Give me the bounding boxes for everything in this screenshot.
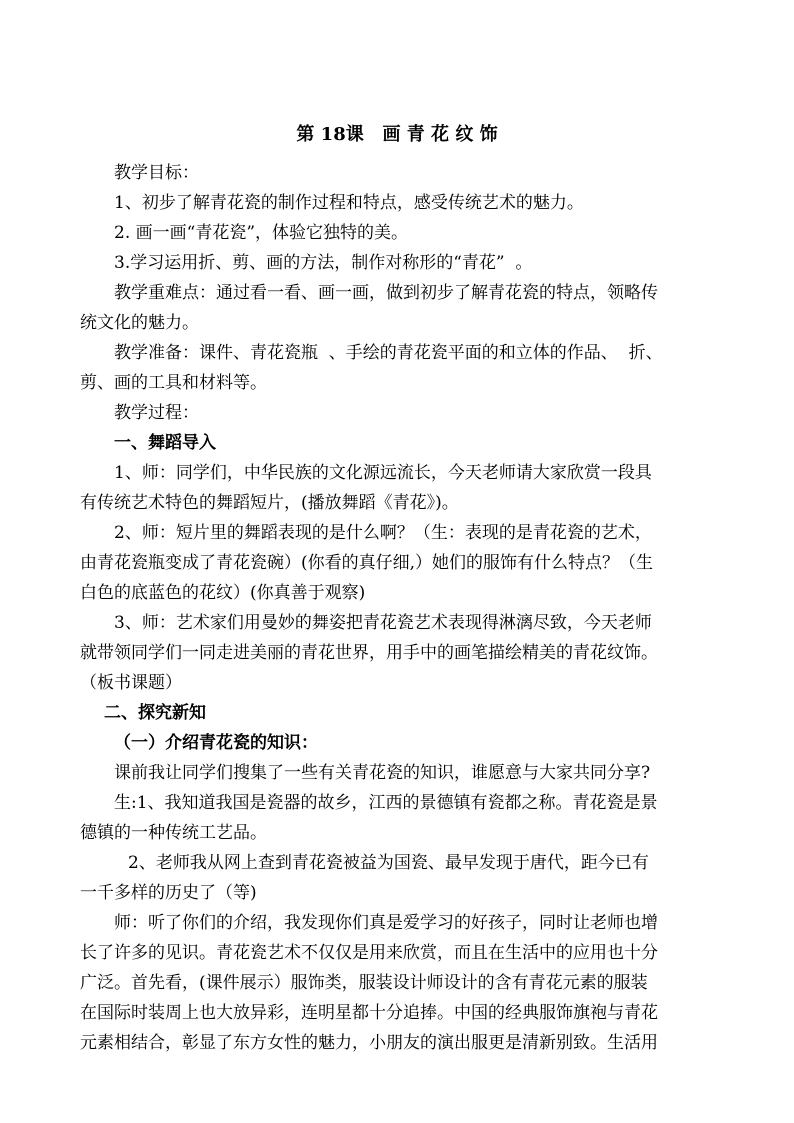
paragraph-line: 课前我让同学们搜集了一些有关青花瓷的知识，谁愿意与大家共同分享? [114,763,651,783]
paragraph-line: 就带领同学们一同走进美丽的青花世界，用手中的画笔描绘精美的青花纹饰。 [80,643,658,663]
paragraph-line: 德镇的一种传统工艺品。 [80,823,267,843]
paragraph-line: 广泛。首先看，(课件展示）服饰类，服装设计师设计的含有青花元素的服装 [80,973,648,993]
paragraph-line: 生:1、我知道我国是瓷器的故乡，江西的景德镇有瓷都之称。青花瓷是景 [114,793,658,813]
objective-2: 2. 画一画“青花瓷”，体验它独特的美。 [114,223,409,243]
paragraph-line: 2、老师我从网上查到青花瓷被益为国瓷、最早发现于唐代，距今已有 [128,853,649,873]
paragraph-line: 元素相结合，彰显了东方女性的魅力，小朋友的演出服更是清新别致。生活用 [80,1033,658,1053]
lesson-title: 第 18课 画 青 花 纹 饰 [296,124,498,145]
preparation-line-2: 剪、画的工具和材料等。 [80,373,267,393]
key-points-line-1: 教学重难点：通过看一看、画一画，做到初步了解青花瓷的特点，领略传 [114,283,658,303]
heading-dance-intro: 一、舞蹈导入 [114,433,216,453]
paragraph-line: 师：听了你们的介绍，我发现你们真是爱学习的好孩子，同时让老师也增 [114,913,658,933]
objective-3: 3.学习运用折、剪、画的方法，制作对称形的“青花” 。 [114,253,533,273]
paragraph-line: 白色的底蓝色的花纹）(你真善于观察) [80,583,366,603]
paragraph-line: 有传统艺术特色的舞蹈短片，(播放舞蹈《青花》)。 [80,493,459,513]
section-label-process: 教学过程： [114,403,199,423]
key-points-line-2: 统文化的魅力。 [80,313,199,333]
paragraph-line: 长了许多的见识。青花瓷艺术不仅仅是用来欣赏，而且在生活中的应用也十分 [80,943,658,963]
document-body [80,158,712,1058]
section-label-objectives: 教学目标： [114,163,199,183]
paragraph-line: 在国际时装周上也大放异彩，连明星都十分追捧。中国的经典服饰旗袍与青花 [80,1003,658,1023]
heading-porcelain-knowledge: （一）介绍青花瓷的知识： [114,733,318,753]
paragraph-line: 由青花瓷瓶变成了青花瓷碗）(你看的真仔细,）她们的服饰有什么特点？（生 [80,553,654,573]
paragraph-line: （板书课题） [80,673,182,693]
paragraph-line: 一千多样的历史了（等) [80,883,257,903]
paragraph-line: 3、师：艺术家们用曼妙的舞姿把青花瓷艺术表现得淋漓尽致，今天老师 [114,613,652,633]
objective-1: 1、初步了解青花瓷的制作过程和特点，感受传统艺术的魅力。 [114,193,584,213]
paragraph-line: 1、师：同学们，中华民族的文化源远流长，今天老师请大家欣赏一段具 [114,463,652,483]
heading-explore: 二、探究新知 [104,703,206,723]
paragraph-line: 2、师：短片里的舞蹈表现的是什么啊？（生：表现的是青花瓷的艺术， [114,523,652,543]
preparation-line-1: 教学准备：课件、青花瓷瓶 、手绘的青花瓷平面的和立体的作品、 折、 [114,343,663,363]
